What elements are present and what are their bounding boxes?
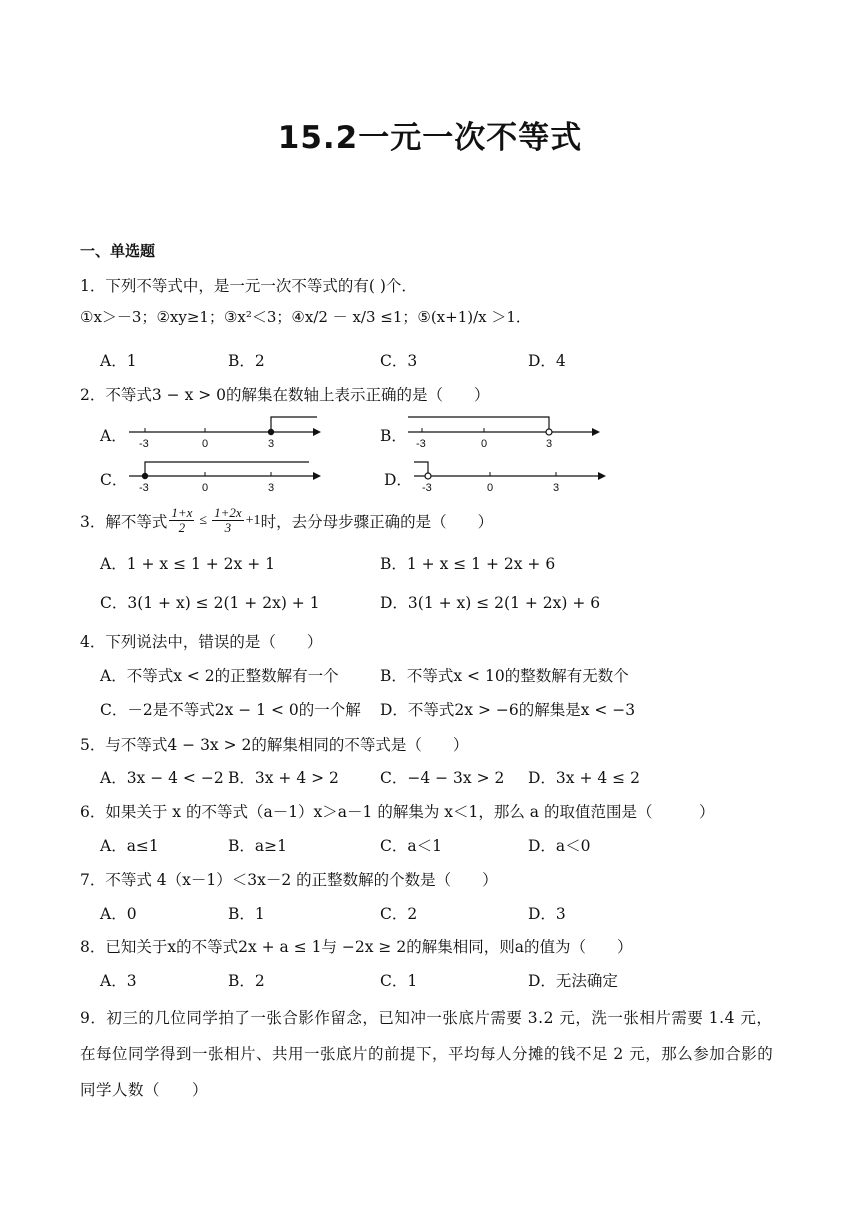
question-2-option-c-label[interactable]: C． (100, 471, 128, 489)
tick-label-neg3: -3 (416, 438, 426, 450)
question-3-stem-pre: 3．解不等式 (80, 512, 168, 531)
question-8-stem: 8．已知关于x的不等式2x + a ≤ 1与 −2x ≥ 2的解集相同，则a的值为（ ） (80, 938, 633, 956)
tick-label-neg3: -3 (139, 438, 149, 450)
question-1-option-a[interactable]: A．1 (100, 352, 137, 370)
question-7-option-d[interactable]: D．3 (528, 905, 566, 923)
question-8-option-c[interactable]: C．1 (380, 972, 418, 990)
question-4-stem: 4．下列说法中，错误的是（ ） (80, 633, 323, 651)
question-1-option-c[interactable]: C．3 (380, 352, 418, 370)
tick-label-3: 3 (546, 438, 553, 450)
question-1-option-d[interactable]: D．4 (528, 352, 566, 370)
question-6-option-b[interactable]: B．a≥1 (228, 837, 287, 855)
question-6-option-c[interactable]: C．a＜1 (380, 837, 442, 855)
tick-label-3: 3 (268, 482, 275, 494)
section-heading: 一、单选题 (80, 242, 156, 260)
question-2-option-a-label[interactable]: A． (100, 427, 127, 445)
question-2-option-b-label[interactable]: B． (380, 427, 407, 445)
question-8-option-a[interactable]: A．3 (100, 972, 137, 990)
question-3-inequality: $\frac{1+x}{2}$ ≤ $\frac{1+2x}{3}$ +1 (171, 505, 261, 535)
question-7-stem: 7．不等式 4（x－1）＜3x－2 的正整数解的个数是（ ） (80, 871, 498, 889)
question-3-stem (80, 506, 493, 535)
question-5-stem: 5．与不等式4 − 3x > 2的解集相同的不等式是（ ） (80, 736, 469, 754)
question-3-stem-post: 时，去分母步骤正确的是（ ） (260, 512, 494, 531)
question-5-option-b[interactable]: B．3x + 4 > 2 (228, 769, 339, 787)
question-2-stem: 2．不等式3 − x > 0的解集在数轴上表示正确的是（ ） (80, 386, 490, 404)
question-5-option-d[interactable]: D．3x + 4 ≤ 2 (528, 769, 640, 787)
question-4-option-a[interactable]: A．不等式x < 2的正整数解有一个 (100, 667, 339, 685)
question-7-option-c[interactable]: C．2 (380, 905, 418, 923)
question-7-option-a[interactable]: A．0 (100, 905, 137, 923)
number-line-a (125, 412, 325, 454)
question-9-stem: 9．初三的几位同学拍了一张合影作留念，已知冲一张底片需要 3.2 元，洗一张相片需要 1.4 元，在每位同学得到一张相片、共用一张底片的前提下，平均每人分摊的钱不足 2 元，那么参加合影的同学人数（ ） (80, 1009, 774, 1099)
question-3-option-a[interactable]: A．1 + x ≤ 1 + 2x + 1 (100, 555, 275, 573)
question-1-option-b[interactable]: B．2 (228, 352, 265, 370)
question-4-option-b[interactable]: B．不等式x < 10的整数解有无数个 (380, 667, 629, 685)
tick-label-0: 0 (487, 482, 494, 494)
page-title: 15.2一元一次不等式 (277, 120, 583, 156)
tick-label-3: 3 (268, 438, 275, 450)
question-1-items: ①x＞－3；②xy≥1；③x²＜3；④x/2 － x/3 ≤1；⑤(x+1)/x ＞1． (80, 308, 531, 326)
question-5-option-c[interactable]: C．−4 − 3x > 2 (380, 769, 505, 787)
question-6-option-a[interactable]: A．a≤1 (100, 837, 159, 855)
question-8-option-d[interactable]: D．无法确定 (528, 972, 618, 990)
question-4-option-c[interactable]: C．－2是不等式2x − 1 < 0的一个解 (100, 701, 361, 719)
question-3-option-c[interactable]: C．3(1 + x) ≤ 2(1 + 2x) + 1 (100, 594, 320, 612)
question-6-stem: 6．如果关于 x 的不等式（a－1）x＞a－1 的解集为 x＜1，那么 a 的取值范围是（ ） (80, 803, 715, 821)
tick-label-neg3: -3 (422, 482, 432, 494)
number-line-c (125, 456, 325, 498)
tick-label-0: 0 (481, 438, 488, 450)
question-1-stem: 1．下列不等式中，是一元一次不等式的有( )个． (80, 277, 417, 295)
tick-label-0: 0 (202, 482, 209, 494)
question-3-option-d[interactable]: D．3(1 + x) ≤ 2(1 + 2x) + 6 (380, 594, 601, 612)
tick-label-neg3: -3 (139, 482, 149, 494)
question-2-option-d-label[interactable]: D． (384, 471, 412, 489)
question-7-option-b[interactable]: B．1 (228, 905, 265, 923)
number-line-b (404, 412, 604, 454)
question-3-option-b[interactable]: B．1 + x ≤ 1 + 2x + 6 (380, 555, 556, 573)
tick-label-0: 0 (202, 438, 209, 450)
tick-label-3: 3 (553, 482, 560, 494)
number-line-d (410, 456, 610, 498)
question-5-option-a[interactable]: A．3x − 4 < −2 (100, 769, 224, 787)
question-8-option-b[interactable]: B．2 (228, 972, 265, 990)
question-4-option-d[interactable]: D．不等式2x > −6的解集是x < −3 (380, 701, 636, 719)
question-6-option-d[interactable]: D．a＜0 (528, 837, 591, 855)
